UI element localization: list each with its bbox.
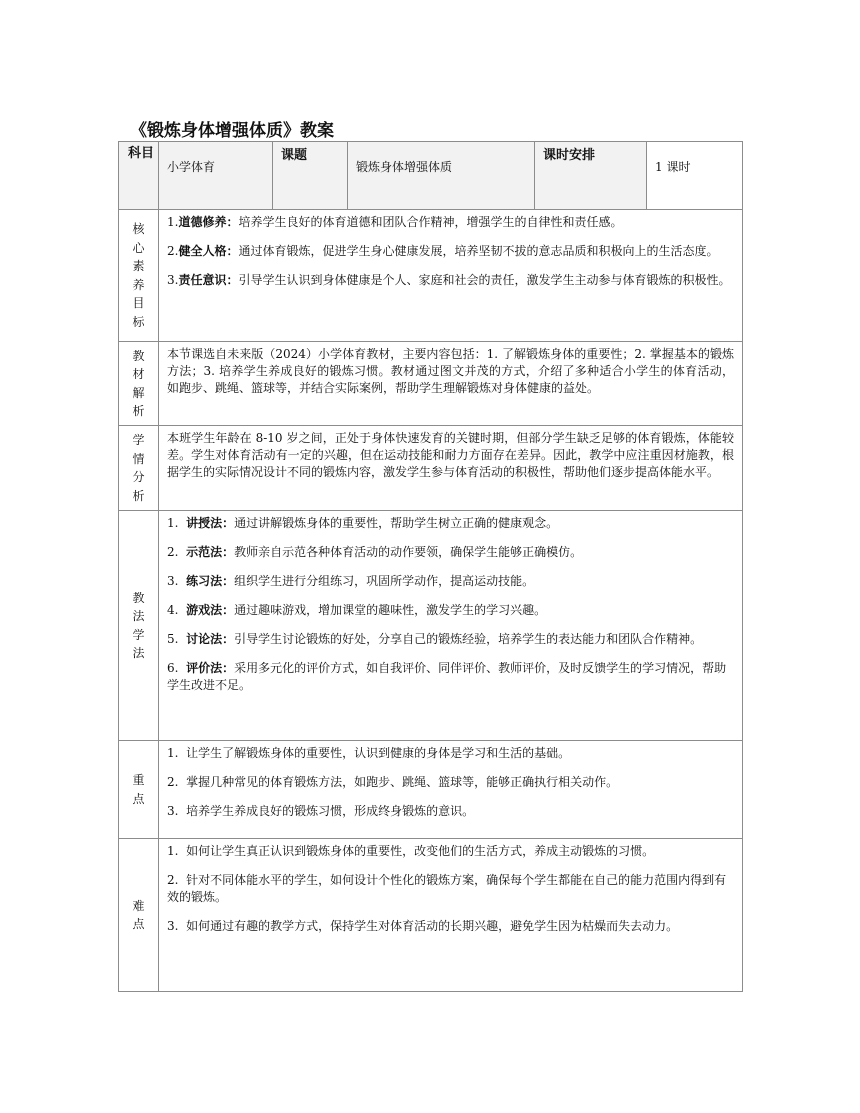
students-text: 本班学生年龄在 8-10 岁之间，正处于身体快速发育的关键时期，但部分学生缺乏足够的体育锻炼，体能较差。学生对体育活动有一定的兴趣，但在运动技能和耐力方面存在差异。因此，教学中应注重因材施教，根据学生的实际情况设计不同的锻炼内容，激发学生参与体育活动的积极性，帮助他们逐步提高体能水平。	[167, 431, 734, 479]
difficulty-item: 1. 如何让学生真正认识到锻炼身体的重要性，改变他们的生活方式，养成主动锻炼的习惯。	[167, 844, 655, 858]
key-point-item: 2. 掌握几种常见的体育锻炼方法，如跑步、跳绳、篮球等，能够正确执行相关动作。	[167, 775, 619, 789]
method-item: 4. 游戏法：通过趣味游戏，增加课堂的趣味性，激发学生的学习兴趣。	[167, 603, 547, 617]
key-point-item: 1. 让学生了解锻炼身体的重要性，认识到健康的身体是学习和生活的基础。	[167, 746, 571, 760]
key-points-content	[159, 741, 743, 839]
topic-value: 锻炼身体增强体质	[348, 142, 535, 210]
method-item: 2. 示范法：教师亲自示范各种体育活动的动作要领，确保学生能够正确模仿。	[167, 545, 583, 559]
document-title: 《锻炼身体增强体质》教案	[130, 121, 334, 141]
core-literacy-row	[119, 210, 743, 342]
schedule-value: 1 课时	[647, 142, 743, 210]
difficulty-item: 2. 针对不同体能水平的学生，如何设计个性化的锻炼方案，确保每个学生都能在自己的能力范围内得到有效的锻炼。	[167, 873, 727, 904]
core-literacy-label	[119, 210, 159, 342]
method-item: 3. 练习法：组织学生进行分组练习，巩固所学动作，提高运动技能。	[167, 574, 535, 588]
student-analysis-row	[119, 426, 743, 511]
methods-row	[119, 511, 743, 741]
subject-value: 小学体育	[159, 142, 273, 210]
student-analysis-content	[159, 426, 743, 511]
topic-label: 课题	[273, 142, 348, 210]
textbook-analysis-row	[119, 342, 743, 426]
student-analysis-label	[119, 426, 159, 511]
difficulty-item: 3. 如何通过有趣的教学方式，保持学生对体育活动的长期兴趣，避免学生因为枯燥而失去动力。	[167, 919, 679, 933]
row-label-text: 教材解析	[132, 348, 145, 418]
subject-label: 科目	[119, 142, 159, 210]
textbook-analysis-content	[159, 342, 743, 426]
difficulties-content	[159, 839, 743, 992]
methods-label	[119, 511, 159, 741]
row-label-text: 难点	[132, 898, 145, 931]
key-points-label	[119, 741, 159, 839]
core-item: 3.责任意识：引导学生认识到身体健康是个人、家庭和社会的责任，激发学生主动参与体育锻炼的积极性。	[167, 273, 731, 287]
method-item: 6. 评价法：采用多元化的评价方式，如自我评价、同伴评价、教师评价，及时反馈学生的学习情况，帮助学生改进不足。	[167, 661, 727, 692]
method-item: 1. 讲授法：通过讲解锻炼身体的重要性，帮助学生树立正确的健康观念。	[167, 516, 559, 530]
row-label-text: 重点	[132, 773, 145, 806]
row-label-text: 教法学法	[132, 590, 145, 660]
textbook-text: 本节课选自未来版（2024）小学体育教材，主要内容包括：1. 了解锻炼身体的重要性；2. 掌握基本的锻炼方法；3. 培养学生养成良好的锻炼习惯。教材通过图文并茂的方式，介绍了多种适合小学生的体育活动，如跑步、跳绳、篮球等，并结合实际案例，帮助学生理解锻炼对身体健康的益处。	[167, 347, 734, 395]
textbook-analysis-label	[119, 342, 159, 426]
header-row	[119, 142, 743, 210]
difficulties-row	[119, 839, 743, 992]
row-label-text: 核心素养目标	[132, 222, 145, 329]
core-item: 2.健全人格：通过体育锻炼，促进学生身心健康发展，培养坚韧不拔的意志品质和积极向上的生活态度。	[167, 244, 719, 258]
row-label-text: 学情分析	[132, 433, 145, 503]
key-point-item: 3. 培养学生养成良好的锻炼习惯，形成终身锻炼的意识。	[167, 804, 475, 818]
core-item: 1.道德修养：培养学生良好的体育道德和团队合作精神，增强学生的自律性和责任感。	[167, 215, 623, 229]
key-points-row	[119, 741, 743, 839]
schedule-label: 课时安排	[535, 142, 647, 210]
difficulties-label	[119, 839, 159, 992]
core-literacy-content	[159, 210, 743, 342]
method-item: 5. 讨论法：引导学生讨论锻炼的好处，分享自己的锻炼经验，培养学生的表达能力和团队合作精神。	[167, 632, 703, 646]
methods-content	[159, 511, 743, 741]
lesson-plan-table	[118, 141, 743, 992]
